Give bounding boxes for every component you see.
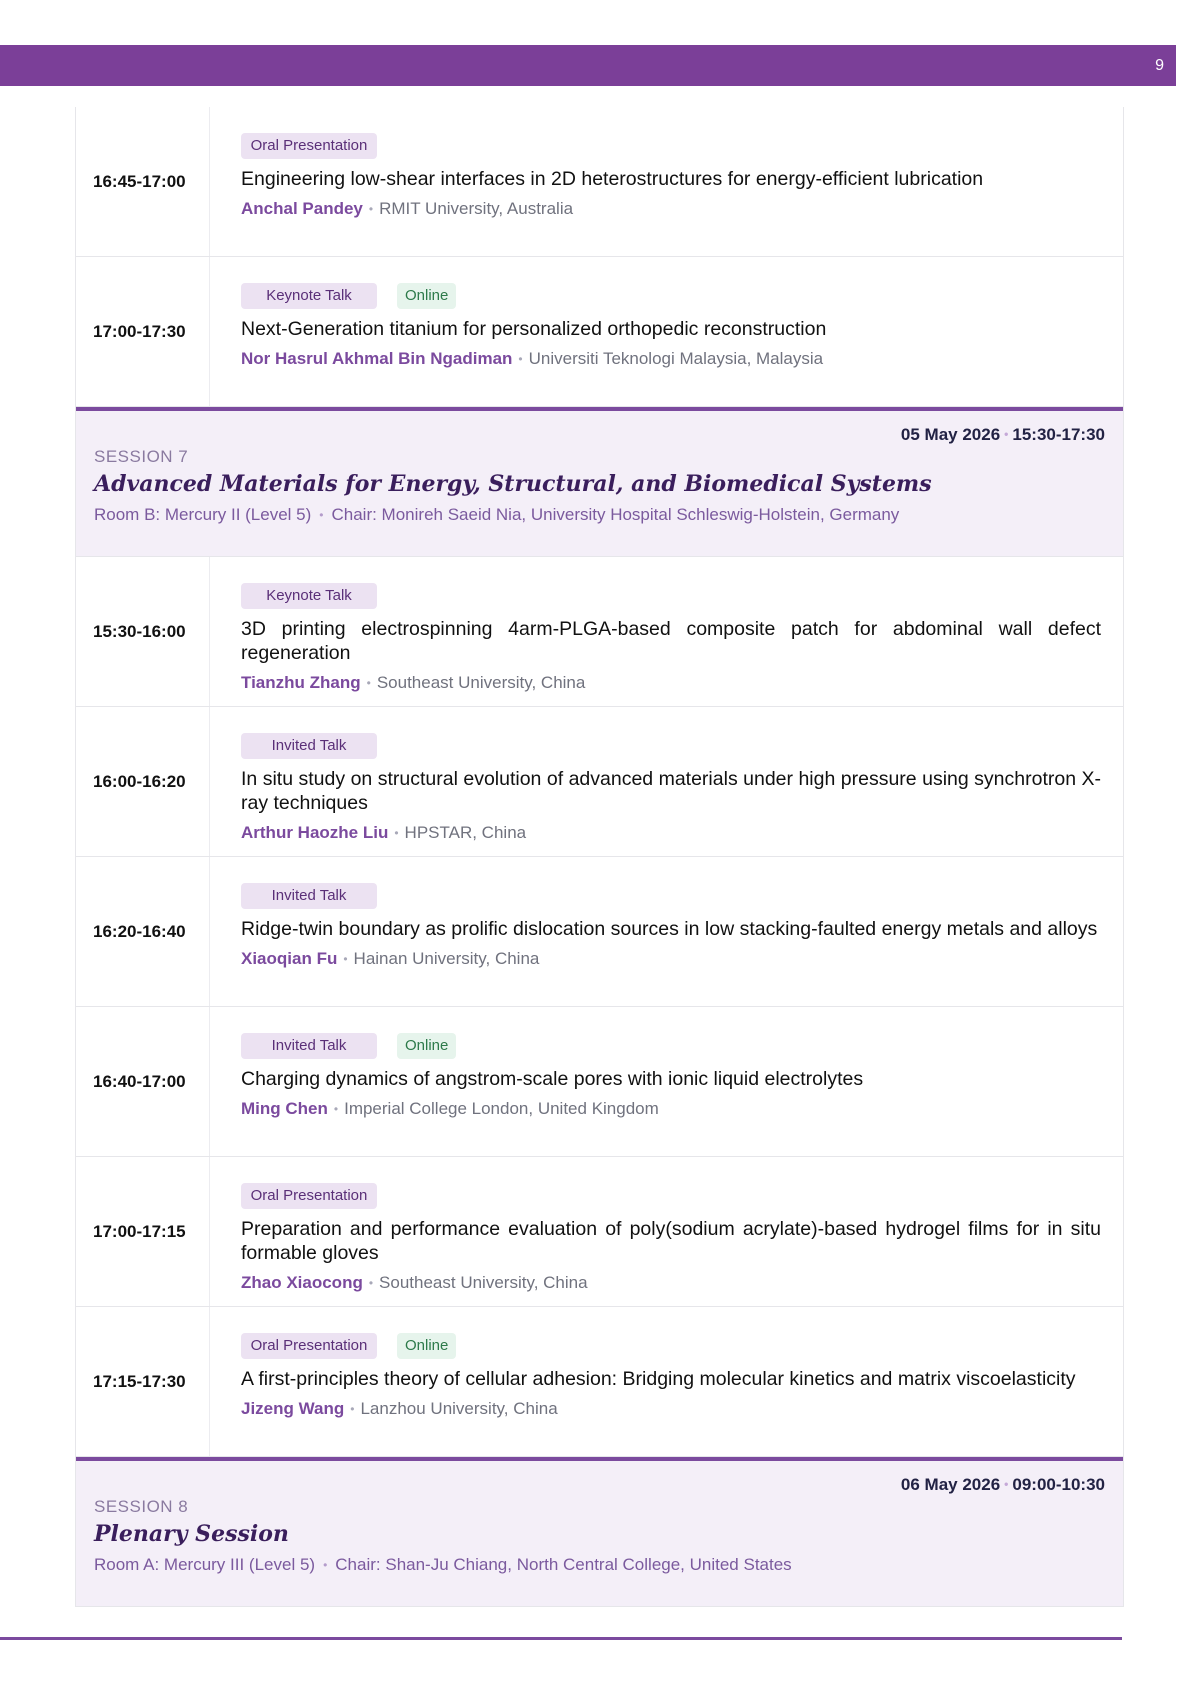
speaker-line [241, 949, 1101, 969]
speaker-line [241, 1273, 1101, 1293]
time-slot: 15:30-16:00 [76, 557, 210, 706]
talk-type-badge: Oral Presentation [241, 133, 377, 159]
talk-details [210, 707, 1123, 856]
talk-title: In situ study on structural evolution of advanced materials under high pressure using synchrotron X-ray techniques [241, 768, 1101, 814]
talk-type-badge: Oral Presentation [241, 1333, 377, 1359]
talk-details [210, 107, 1123, 256]
separator-dot: • [368, 1276, 374, 1290]
speaker-name: Ming Chen [241, 1099, 328, 1118]
session-title: Advanced Materials for Energy, Structural, and Biomedical Systems [94, 471, 932, 497]
session-7-header [76, 407, 1123, 557]
talk-details [210, 557, 1123, 706]
time-slot: 17:15-17:30 [76, 1307, 210, 1456]
speaker-affiliation: Lanzhou University, China [360, 1399, 558, 1418]
badges [241, 283, 1101, 309]
session-label: SESSION 8 [94, 1497, 189, 1516]
speaker-affiliation: Imperial College London, United Kingdom [344, 1099, 659, 1118]
separator-dot: • [350, 1402, 355, 1416]
talk-details [210, 1157, 1123, 1306]
session-date-time: 05 May 2026 • 15:30-17:30 [900, 425, 1105, 444]
talk-details [210, 257, 1123, 406]
speaker-name: Tianzhu Zhang [241, 673, 361, 692]
separator-dot: • [368, 202, 374, 216]
online-badge: Online [397, 283, 456, 309]
talk-type-badge: Invited Talk [241, 1033, 377, 1059]
speaker-line [241, 823, 1101, 843]
talk-title: A first-principles theory of cellular adhesion: Bridging molecular kinetics and matrix viscoelasticity [241, 1368, 1076, 1390]
speaker-affiliation: RMIT University, Australia [379, 199, 574, 218]
footer-rule [0, 1637, 1122, 1640]
talk-details [210, 857, 1123, 1006]
separator-dot: • [366, 676, 371, 690]
speaker-line [241, 349, 1101, 369]
badges [241, 133, 1101, 159]
talk-type-badge: Invited Talk [241, 883, 377, 909]
session-room-chair: Room B: Mercury II (Level 5) • Chair: Monireh Saeid Nia, University Hospital Schleswig-Holstein, Germany [94, 505, 900, 524]
talk-type-badge: Keynote Talk [241, 583, 377, 609]
badges [241, 883, 1101, 909]
session-title: Plenary Session [94, 1521, 289, 1547]
time-slot: 16:00-16:20 [76, 707, 210, 856]
talk-title: Engineering low-shear interfaces in 2D heterostructures for energy-efficient lubrication [241, 168, 984, 190]
talk-title: Ridge-twin boundary as prolific dislocation sources in low stacking-faulted energy metals and alloys [241, 918, 1098, 940]
badges [241, 1183, 1101, 1209]
speaker-line [241, 199, 1101, 219]
talk-type-badge: Invited Talk [241, 733, 377, 759]
talk-title: 3D printing electrospinning 4arm-PLGA-based composite patch for abdominal wall defect regeneration [241, 618, 1101, 664]
time-slot: 17:00-17:30 [76, 257, 210, 406]
session-room-chair: Room A: Mercury III (Level 5) • Chair: Shan-Ju Chiang, North Central College, United States [94, 1555, 792, 1574]
speaker-affiliation: HPSTAR, China [404, 823, 527, 842]
header-bar [0, 45, 1176, 86]
badges [241, 583, 1101, 609]
speaker-line [241, 673, 1101, 693]
speaker-line [241, 1099, 1101, 1119]
talk-details [210, 1007, 1123, 1156]
time-slot: 16:40-17:00 [76, 1007, 210, 1156]
talk-type-badge: Oral Presentation [241, 1183, 377, 1209]
page-number: 9 [1155, 57, 1164, 74]
session-label: SESSION 7 [94, 447, 189, 466]
schedule-row [76, 857, 1123, 1007]
schedule-row [76, 257, 1123, 407]
speaker-name: Anchal Pandey [241, 199, 363, 218]
speaker-affiliation: Southeast University, China [376, 673, 586, 692]
time-slot: 16:20-16:40 [76, 857, 210, 1006]
schedule-row [76, 107, 1123, 257]
speaker-name: Nor Hasrul Akhmal Bin Ngadiman [241, 349, 513, 368]
schedule-row [76, 707, 1123, 857]
time-slot: 16:45-17:00 [76, 107, 210, 256]
speaker-name: Zhao Xiaocong [241, 1273, 363, 1292]
badges [241, 1033, 1101, 1059]
separator-dot: • [333, 1102, 339, 1116]
schedule-row [76, 1157, 1123, 1307]
online-badge: Online [397, 1033, 456, 1059]
speaker-affiliation: Hainan University, China [353, 949, 540, 968]
online-badge: Online [397, 1333, 456, 1359]
talk-details [210, 1307, 1123, 1456]
speaker-name: Xiaoqian Fu [241, 949, 338, 968]
speaker-affiliation: Universiti Teknologi Malaysia, Malaysia [528, 349, 824, 368]
talk-title: Preparation and performance evaluation of poly(sodium acrylate)-based hydrogel films for in situ formable gloves [241, 1218, 1101, 1264]
schedule-row [76, 1007, 1123, 1157]
speaker-name: Jizeng Wang [241, 1399, 345, 1418]
schedule-row [76, 1307, 1123, 1457]
badges [241, 1333, 1101, 1359]
time-slot: 17:00-17:15 [76, 1157, 210, 1306]
session-date-time: 06 May 2026 • 09:00-10:30 [900, 1475, 1105, 1494]
schedule-row [76, 557, 1123, 707]
talk-type-badge: Keynote Talk [241, 283, 377, 309]
separator-dot: • [394, 826, 399, 840]
speaker-name: Arthur Haozhe Liu [241, 823, 389, 842]
speaker-line [241, 1399, 1101, 1419]
speaker-affiliation: Southeast University, China [379, 1273, 588, 1292]
badges [241, 733, 1101, 759]
separator-dot: • [343, 952, 348, 966]
separator-dot: • [518, 352, 523, 366]
session-8-header [76, 1457, 1123, 1607]
talk-title: Charging dynamics of angstrom-scale pores with ionic liquid electrolytes [241, 1068, 864, 1090]
talk-title: Next-Generation titanium for personalized orthopedic reconstruction [241, 318, 827, 340]
schedule-table [75, 107, 1124, 1607]
